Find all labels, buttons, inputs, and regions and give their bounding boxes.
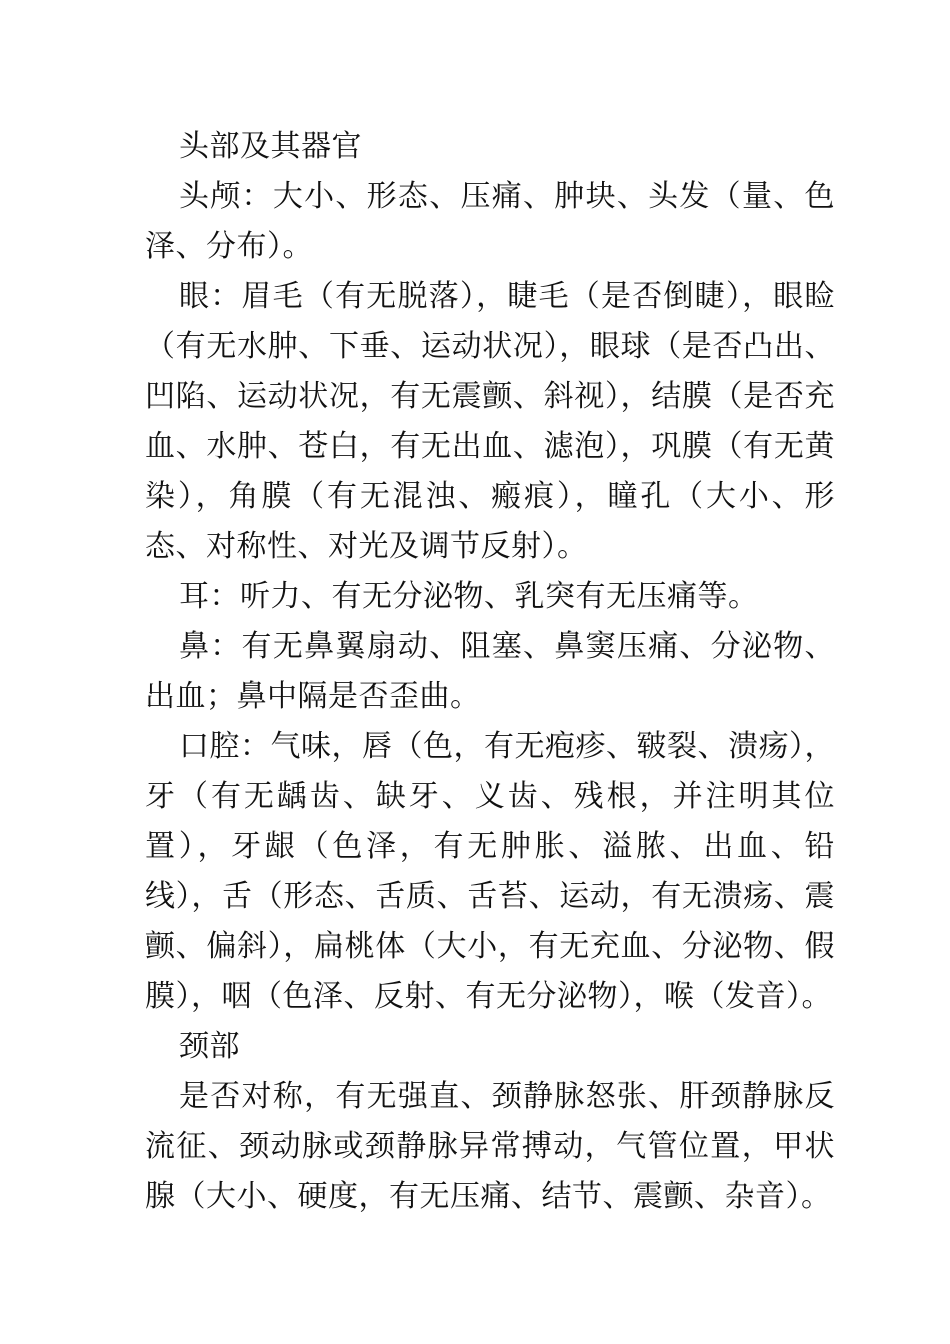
section-heading-neck: 颈部 [179,1029,240,1064]
paragraph-skull: 头颅：大小、形态、压痛、肿块、头发（量、色泽、分布）。 [145,179,835,264]
paragraph-neck: 是否对称，有无强直、颈静脉怒张、肝颈静脉反流征、颈动脉或颈静脉异常搏动，气管位置，甲状腺（大小、硬度，有无压痛、结节、震颤、杂音）。 [145,1079,835,1214]
paragraph-nose: 鼻：有无鼻翼扇动、阻塞、鼻窦压痛、分泌物、出血；鼻中隔是否歪曲。 [145,629,835,714]
document-page [145,122,835,1222]
paragraph-eyes: 眼：眉毛（有无脱落），睫毛（是否倒睫），眼睑（有无水肿、下垂、运动状况），眼球（是否凸出、凹陷、运动状况，有无震颤、斜视），结膜（是否充血、水肿、苍白，有无出血、滤泡），巩膜（有无黄染），角膜（有无混浊、瘢痕），瞳孔（大小、形态、对称性、对光及调节反射）。 [145,279,835,564]
section-heading-head: 头部及其器官 [179,129,362,164]
paragraph-mouth: 口腔：气味，唇（色，有无疱疹、皲裂、溃疡），牙（有无龋齿、缺牙、义齿、残根，并注明其位置），牙龈（色泽，有无肿胀、溢脓、出血、铅线），舌（形态、舌质、舌苔、运动，有无溃疡、震颤、偏斜），扁桃体（大小，有无充血、分泌物、假膜），咽（色泽、反射、有无分泌物），喉（发音）。 [145,729,835,1014]
paragraph-ears: 耳：听力、有无分泌物、乳突有无压痛等。 [179,579,759,614]
